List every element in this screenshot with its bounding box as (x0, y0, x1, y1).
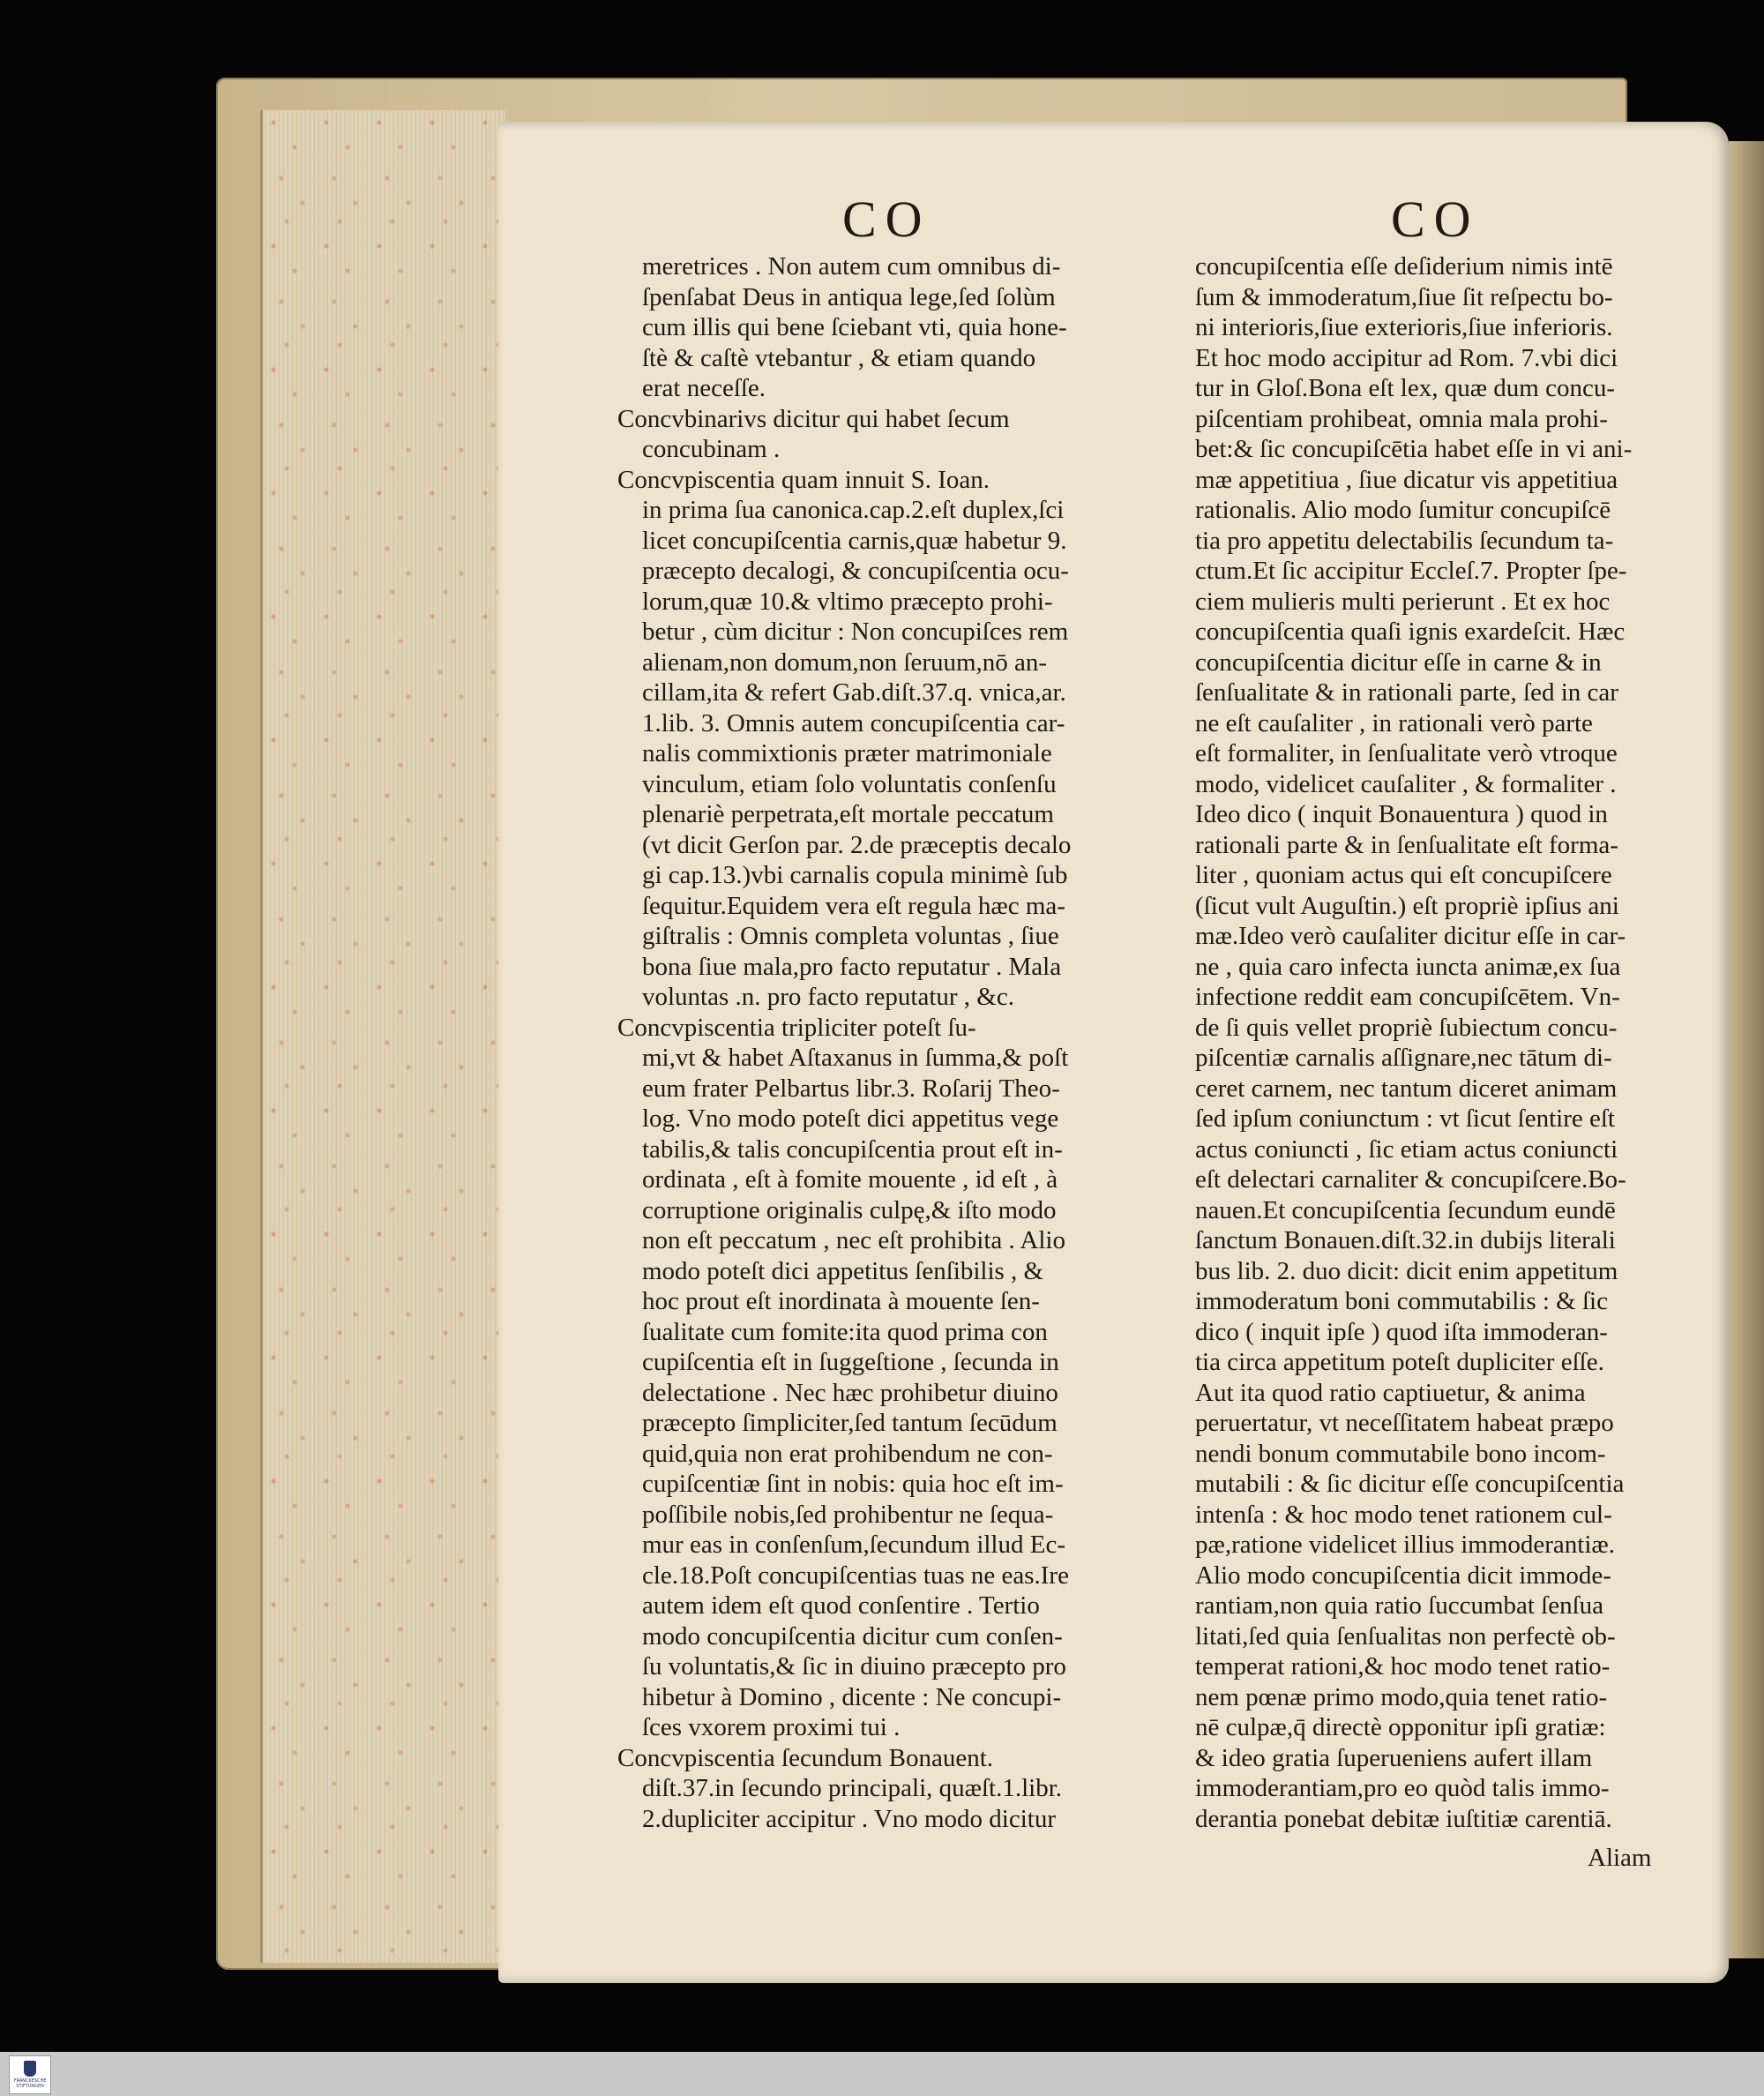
text-line: modo poteſt dici appetitus ſenſibilis , & (642, 1256, 1044, 1285)
text-line: rationali parte & in ſenſualitate eſt forma- (1195, 830, 1618, 859)
text-line: ctum.Et ſic accipitur Eccleſ.7. Propter ſpe- (1195, 557, 1627, 585)
right-running-head: CO (1391, 191, 1480, 248)
text-line: giſtralis : Omnis completa voluntas , ſiue (642, 922, 1059, 950)
text-line: rantiam,non quia ratio ſuccumbat ſenſua (1195, 1591, 1604, 1620)
text-line: Et hoc modo accipitur ad Rom. 7.vbi dici (1195, 343, 1618, 372)
page-block-edge (260, 110, 505, 1963)
text-line: ſpenſabat Deus in antiqua lege,ſed ſolùm (642, 282, 1056, 311)
text-line: ordinata , eſt à fomite mouente , id eſt , à (642, 1165, 1058, 1194)
facing-page-edge (1729, 141, 1764, 1958)
text-line: mutabili : & ſic dicitur eſſe concupiſcentia (1195, 1470, 1625, 1498)
text-line: liter , quoniam actus qui eſt concupiſcere (1195, 861, 1612, 889)
text-line: tia circa appetitum poteſt dupliciter eſſe. (1195, 1348, 1604, 1376)
text-line: nalis commixtionis præter matrimoniale (642, 739, 1052, 767)
text-line: tur in Gloſ.Bona eſt lex, quæ dum concu- (1195, 374, 1616, 402)
text-line: mæ.Ideo verò cauſaliter dicitur eſſe in car- (1195, 922, 1626, 950)
text-line: gi cap.13.)vbi carnalis copula minimè ſub (642, 861, 1068, 889)
left-text-column (617, 251, 1173, 1834)
text-line: intenſa : & hoc modo tenet rationem cul- (1195, 1500, 1612, 1529)
text-line: piſcentiam prohibeat, omnia mala prohi- (1195, 404, 1608, 433)
text-line: bet:& ſic concupiſcētia habet eſſe in vi ani- (1195, 435, 1633, 463)
text-line: poſſibile nobis,ſed prohibentur ne ſequa- (642, 1500, 1054, 1529)
right-text-column (1195, 251, 1693, 1834)
text-line: nem pœnæ primo modo,quia tenet ratio- (1195, 1682, 1608, 1711)
text-line: ni interioris,ſiue exterioris,ſiue inferioris. (1195, 313, 1613, 341)
text-line: plenariè perpetrata,eſt mortale peccatum (642, 800, 1054, 828)
text-line: eum frater Pelbartus libr.3. Roſarij Theo- (642, 1074, 1060, 1103)
text-line: nendi bonum commutabile bono incom- (1195, 1439, 1606, 1468)
left-running-head: CO (842, 191, 931, 248)
text-line: cillam,ita & refert Gab.diſt.37.q. vnica,ar. (642, 678, 1066, 707)
text-line: modo concupiſcentia dicitur cum conſen- (642, 1621, 1063, 1651)
text-line: hoc prout eſt inordinata à mouente ſen- (642, 1287, 1040, 1315)
catchword: Aliam (1588, 1844, 1652, 1872)
text-line: de ſi quis vellet propriè ſubiectum concu- (1195, 1013, 1618, 1042)
text-line: voluntas .n. pro facto reputatur , &c. (642, 983, 1014, 1011)
text-line: erat neceſſe. (642, 374, 766, 402)
library-logo-icon (24, 2061, 36, 2077)
text-line: delectatione . Nec hæc prohibetur diuino (642, 1378, 1058, 1407)
text-line: ſu voluntatis,& ſic in diuino præcepto pro (642, 1652, 1066, 1681)
text-line: eſt formaliter, in ſenſualitate verò vtroque (1195, 739, 1618, 767)
text-line: lorum,quæ 10.& vltimo præcepto prohi- (642, 587, 1053, 616)
text-line: autem idem eſt quod conſentire . Tertio (642, 1591, 1040, 1620)
text-line: cle.18.Poſt concupiſcentias tuas ne eas.Ire (642, 1561, 1069, 1590)
text-line: corruptione originalis culpę,& iſto modo (642, 1195, 1057, 1224)
text-line: derantia ponebat debitæ iuſtitiæ carentiā. (1195, 1804, 1612, 1833)
text-line: Concvpiscentia quam innuit S. Ioan. (617, 465, 990, 494)
text-line: ceret carnem, nec tantum diceret animam (1195, 1074, 1618, 1103)
text-line: licet concupiſcentia carnis,quæ habetur 9. (642, 526, 1067, 555)
text-line: temperat rationi,& hoc modo tenet ratio- (1195, 1652, 1611, 1681)
text-line: in prima ſua canonica.cap.2.eſt duplex,ſci (642, 496, 1065, 524)
text-line: modo, videlicet cauſaliter , & formaliter . (1195, 769, 1617, 798)
text-line: ne , quia caro infecta iuncta animæ,ex ſua (1195, 952, 1621, 981)
text-line: dico ( inquit ipſe ) quod iſta immoderan- (1195, 1317, 1608, 1346)
text-line: quid,quia non erat prohibendum ne con- (642, 1439, 1053, 1468)
text-line: ſequitur.Equidem vera eſt regula hæc ma- (642, 891, 1065, 920)
text-line: concupiſcentia eſſe deſiderium nimis intē (1195, 252, 1613, 281)
text-line: (ſicut vult Auguſtin.) eſt propriè ipſius ani (1195, 891, 1619, 920)
text-line: cupiſcentiæ ſint in nobis: quia hoc eſt im- (642, 1470, 1064, 1498)
text-line: ſualitate cum fomite:ita quod prima con (642, 1317, 1048, 1346)
text-line: (vt dicit Gerſon par. 2.de præceptis decalo (642, 830, 1072, 859)
text-line: cupiſcentia eſt in ſuggeſtione , ſecunda in (642, 1348, 1059, 1376)
text-line: ſed ipſum coniunctum : vt ſicut ſentire eſt (1195, 1104, 1615, 1133)
text-line: concubinam . (642, 435, 781, 463)
text-line: tia pro appetitu delectabilis ſecundum ta- (1195, 526, 1614, 555)
text-line: ciem mulieris multi perierunt . Et ex hoc (1195, 587, 1611, 616)
footer-bar (0, 2052, 1764, 2096)
text-line: ſenſualitate & in rationali parte, ſed in car (1195, 678, 1618, 707)
text-line: præcepto decalogi, & concupiſcentia ocu- (642, 557, 1069, 585)
text-line: Ideo dico ( inquit Bonauentura ) quod in (1195, 800, 1608, 828)
text-line: ſanctum Bonauen.diſt.32.in dubijs literali (1195, 1226, 1616, 1254)
text-line: Aut ita quod ratio captiuetur, & anima (1195, 1378, 1586, 1407)
text-line: concupiſcentia quaſi ignis exardeſcit. Hæc (1195, 618, 1626, 646)
text-line: Concvpiscentia tripliciter poteſt ſu- (617, 1013, 976, 1042)
text-line: Concvpiscentia ſecundum Bonauent. (617, 1743, 994, 1772)
text-line: bona ſiue mala,pro facto reputatur . Mala (642, 952, 1062, 981)
text-line: immoderantiam,pro eo quòd talis immo- (1195, 1774, 1610, 1802)
text-line: pæ,ratione videlicet illius immoderantiæ. (1195, 1531, 1615, 1559)
text-line: piſcentiæ carnalis aſſignare,nec tātum di- (1195, 1044, 1612, 1072)
text-line: bus lib. 2. duo dicit: dicit enim appetitum (1195, 1256, 1618, 1285)
text-line: diſt.37.in ſecundo principali, quæſt.1.libr. (642, 1774, 1063, 1802)
text-line: Concvbinarivs dicitur qui habet ſecum (617, 404, 1010, 433)
text-line: concupiſcentia dicitur eſſe in carne & in (1195, 648, 1602, 677)
text-line: mi,vt & habet Aſtaxanus in ſumma,& poſt (642, 1044, 1069, 1072)
text-line: ſces vxorem proximi tui . (642, 1713, 901, 1741)
text-line: mur eas in conſenſum,ſecundum illud Ec- (642, 1531, 1065, 1559)
text-line: Alio modo concupiſcentia dicit immode- (1195, 1561, 1611, 1590)
text-line: peruertatur, vt neceſſitatem habeat præpo (1195, 1409, 1614, 1437)
text-line: tabilis,& talis concupiſcentia prout eſt in- (642, 1134, 1063, 1164)
text-line: eſt delectari carnaliter & concupiſcere.Bo- (1195, 1165, 1626, 1194)
text-line: ſtè & caſtè vtebantur , & etiam quando (642, 343, 1036, 372)
text-line: alienam,non domum,non ſeruum,nō an- (642, 648, 1048, 677)
text-line: cum illis qui bene ſciebant vti, quia hone- (642, 313, 1067, 341)
text-line: 1.lib. 3. Omnis autem concupiſcentia car- (642, 708, 1065, 737)
text-line: log. Vno modo poteſt dici appetitus vege (642, 1104, 1059, 1133)
library-logo-text: FRANCKESCHE STIFTUNGEN (13, 2078, 47, 2089)
text-line: betur , cùm dicitur : Non concupiſces rem (642, 618, 1069, 646)
text-line: præcepto ſimpliciter,ſed tantum ſecūdum (642, 1409, 1058, 1437)
text-line: infectione reddit eam concupiſcētem. Vn- (1195, 983, 1620, 1011)
text-line: & ideo gratia ſuperueniens aufert illam (1195, 1743, 1593, 1772)
text-line: non eſt peccatum , nec eſt prohibita . Alio (642, 1226, 1065, 1254)
text-line: nē culpæ,q̄ directè opponitur ipſi gratiæ: (1195, 1713, 1606, 1741)
text-line: nauen.Et concupiſcentia ſecundum eundē (1195, 1195, 1616, 1224)
text-line: rationalis. Alio modo ſumitur concupiſcē (1195, 496, 1611, 524)
text-line: ne eſt cauſaliter , in rationali verò parte (1195, 708, 1593, 737)
library-logo (9, 2055, 51, 2094)
text-line: meretrices . Non autem cum omnibus di- (642, 252, 1061, 281)
text-line: actus coniuncti , ſic etiam actus coniuncti (1195, 1134, 1618, 1164)
text-line: 2.dupliciter accipitur . Vno modo dicitur (642, 1804, 1056, 1833)
text-line: vinculum, etiam ſolo voluntatis conſenſu (642, 769, 1057, 798)
text-line: hibetur à Domino , dicente : Ne concupi- (642, 1682, 1062, 1711)
text-line: mæ appetitiua , ſiue dicatur vis appetitiua (1195, 465, 1618, 494)
text-line: immoderatum boni commutabilis : & ſic (1195, 1287, 1608, 1315)
text-line: ſum & immoderatum,ſiue ſit reſpectu bo- (1195, 282, 1613, 311)
text-line: litati,ſed quia ſenſualitas non perfectè ob- (1195, 1621, 1616, 1651)
